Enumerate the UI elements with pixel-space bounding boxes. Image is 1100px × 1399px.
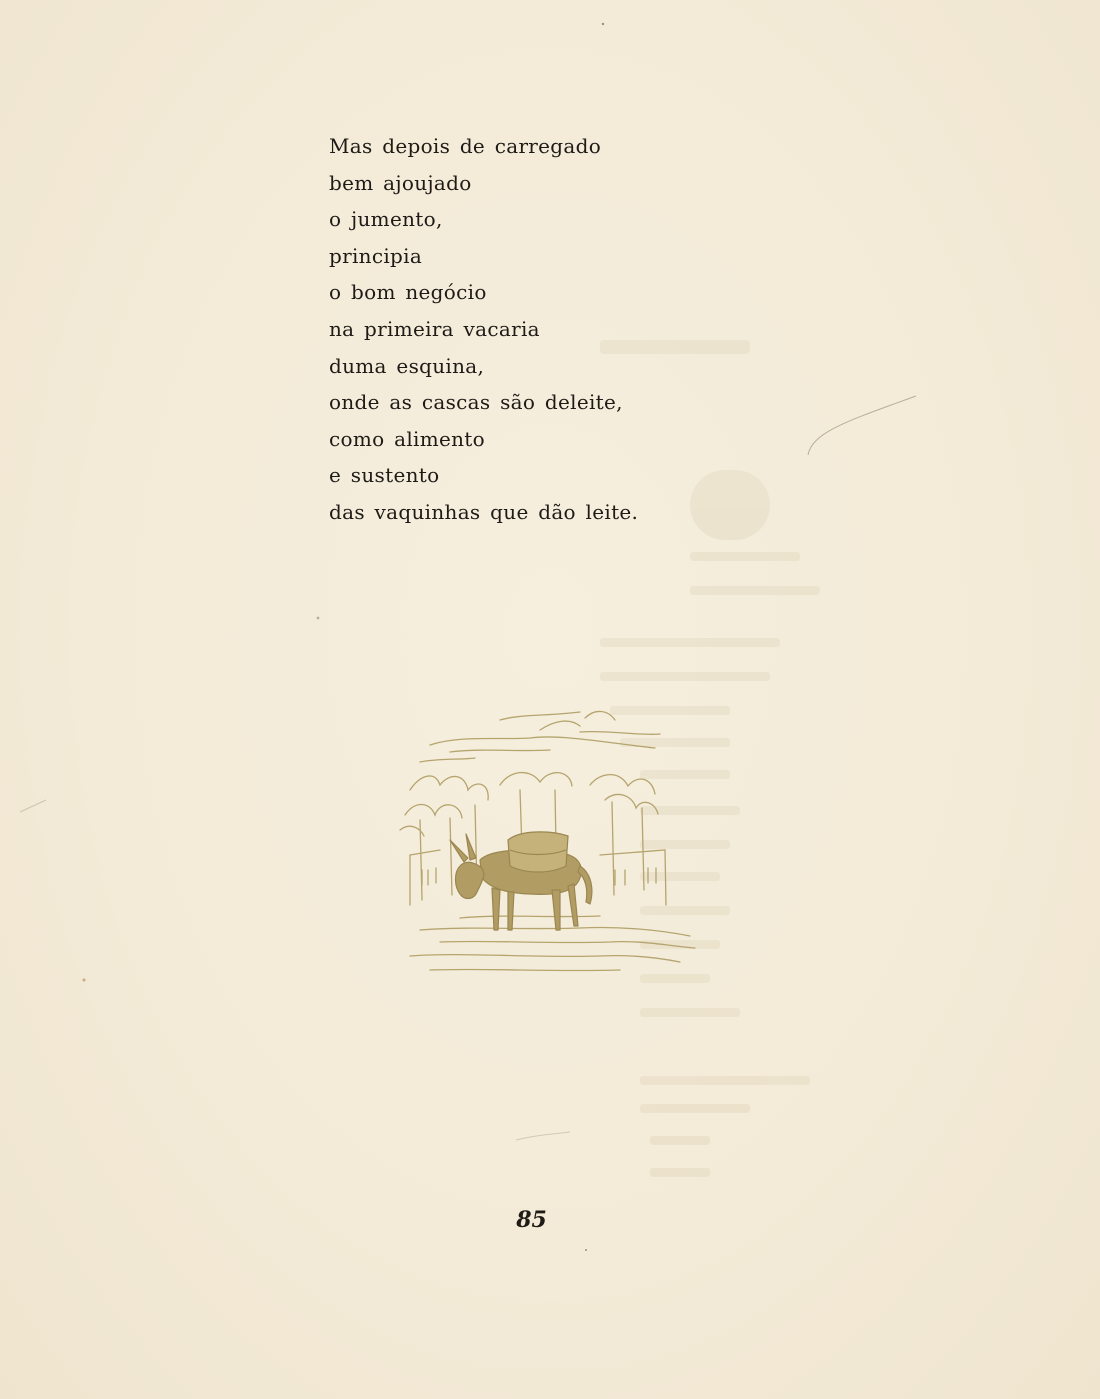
poem-line: na primeira vacaria: [329, 316, 540, 341]
poem-line: bem ajoujado: [329, 170, 472, 195]
poem-line: principia: [329, 243, 423, 268]
poem-line: das vaquinhas que dão leite.: [329, 499, 639, 524]
poem-line: como alimento: [329, 426, 485, 451]
poem-stanza: [329, 128, 638, 531]
poem-line: Mas depois de carregado: [329, 134, 602, 158]
page-number: 85: [516, 1207, 547, 1233]
poem-line: duma esquina,: [329, 353, 485, 378]
poem-line: o bom negócio: [329, 280, 487, 305]
poem-line: onde as cascas são deleite,: [329, 390, 623, 415]
donkey-illustration: [380, 690, 710, 990]
poem-line: e sustento: [329, 463, 440, 488]
poem-line: o jumento,: [329, 207, 443, 232]
